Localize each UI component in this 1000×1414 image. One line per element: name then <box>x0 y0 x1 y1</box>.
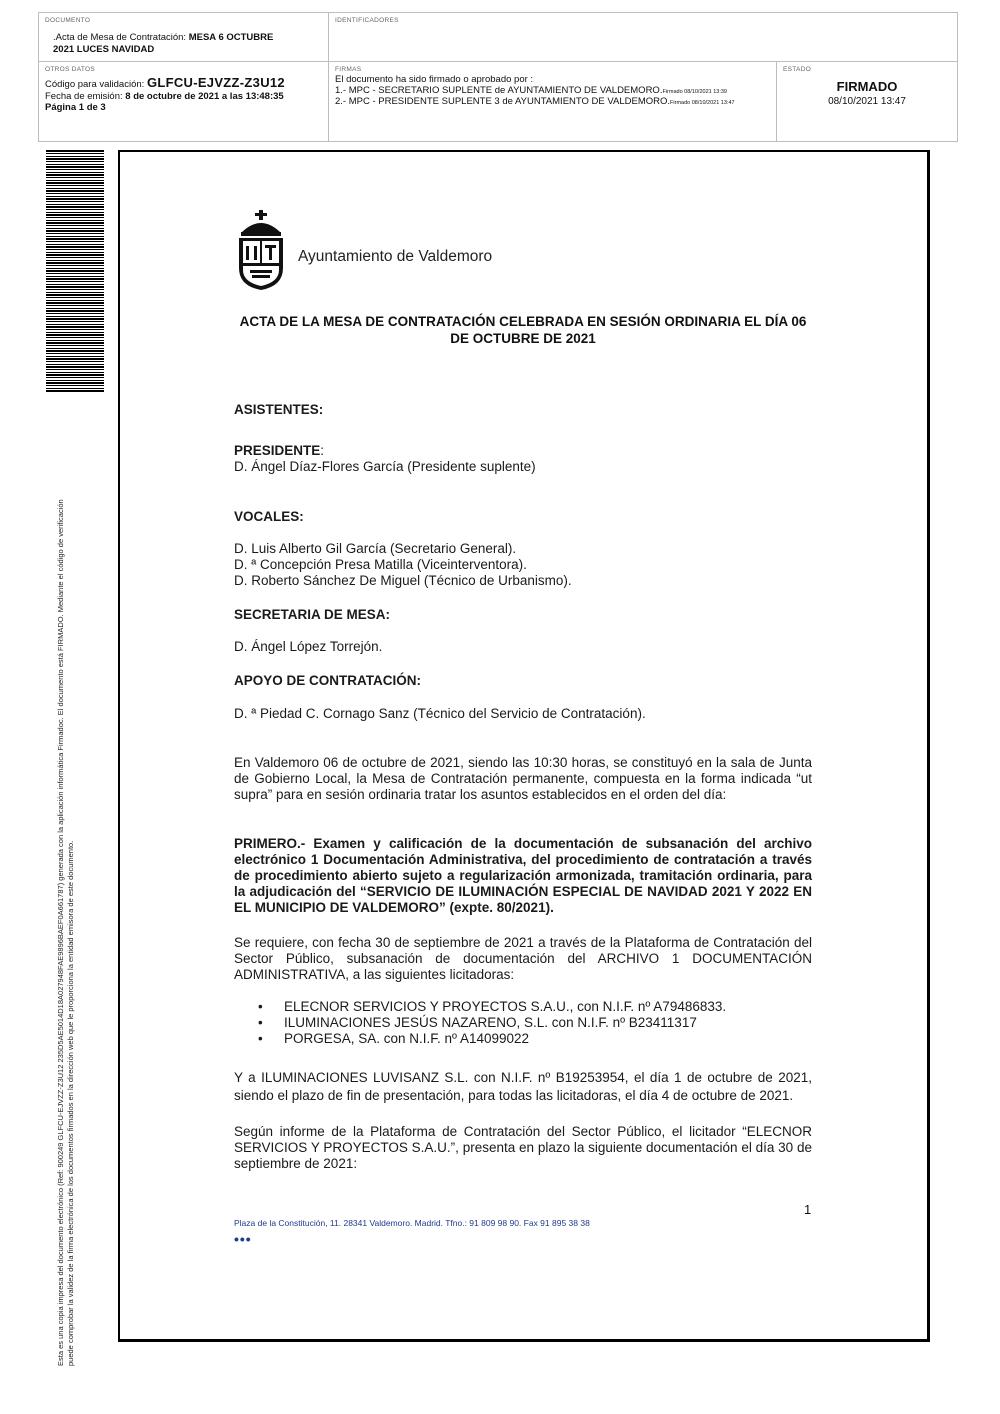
estado-caption: ESTADO <box>783 66 812 73</box>
vocal-item: D. Roberto Sánchez De Miguel (Técnico de Urbanismo). <box>234 573 572 588</box>
validation-code-line <box>45 77 322 91</box>
documento-cell <box>39 13 329 61</box>
presidente-colon: : <box>320 443 325 458</box>
presidente-section <box>234 443 812 475</box>
documento-title <box>45 32 322 55</box>
firma-1-date: Firmado 08/10/2021 13:39 <box>662 88 727 95</box>
side-text-line-1: Esta es una copia impresa del documento electrónico (Ref: 900249 GLFCU-EJVZZ-Z3U12 235D5AE5014D18A027948FAE9896BAEF0A661787) generada con la aplicación informática Firmadoc. El documento está FIRMADO. Mediante el código de verificación <box>56 499 65 1366</box>
title-line-1: ACTA DE LA MESA DE CONTRATACIÓN CELEBRADA EN SESIÓN ORDINARIA EL DÍA 06 <box>239 314 807 329</box>
document-header-table <box>38 12 958 142</box>
page-number: 1 <box>804 1202 812 1217</box>
firmas-cell <box>329 62 777 141</box>
documento-bold-1: MESA 6 OCTUBRE <box>188 32 274 43</box>
luvisanz-paragraph: Y a ILUMINACIONES LUVISANZ S.L. con N.I.F. nº B19253954, el día 1 de octubre de 2021, siendo el plazo de fin de presentación, para todas las licitadoras, el día 4 de octubre de 2021. <box>234 1070 812 1103</box>
firma-2-date: Firmado 08/10/2021 13:47 <box>670 100 735 106</box>
emission-date: 8 de octubre de 2021 a las 13:48:35 <box>125 90 284 102</box>
estado-value: FIRMADO <box>836 79 898 94</box>
secretaria-name: D. Ángel López Torrejón. <box>234 639 383 654</box>
firma-2-text: 2.- MPC - PRESIDENTE SUPLENTE 3 de AYUNTAMIENTO DE VALDEMORO. <box>335 96 671 107</box>
side-text-line-2: puede comprobar la validez de la firma electrónica de los documentos firmados en la dirección web que le proporciona la entidad emisora de este documento. <box>66 840 75 1366</box>
firma-1-text: 1.- MPC - SECRETARIO SUPLENTE de AYUNTAMIENTO DE VALDEMORO. <box>335 84 663 96</box>
validation-code-label: Código para validación: <box>45 79 147 90</box>
validation-code: GLFCU-EJVZZ-Z3U12 <box>146 75 285 90</box>
otros-datos-cell <box>39 62 329 141</box>
page-count: Página 1 de 3 <box>45 102 106 113</box>
primero-paragraph: PRIMERO.- Examen y calificación de la documentación de subsanación del archivo electrónico 1 Documentación Administrativa, del procedimiento de contratación a través de procedimiento abierto sujeto a regularización armonizada, tramitación ordinaria, para la adjudicación del “SERVICIO DE ILUMINACIÓN ESPECIAL DE NAVIDAD 2021 Y 2022 EN EL MUNICIPIO DE VALDEMORO” (expte. 80/2021). <box>234 836 812 915</box>
list-item: • ELECNOR SERVICIOS Y PROYECTOS S.A.U., con N.I.F. nº A79486833. <box>258 999 812 1015</box>
apoyo-name: D. ª Piedad C. Cornago Sanz (Técnico del Servicio de Contratación). <box>234 706 646 721</box>
logo-text: Ayuntamiento de Valdemoro <box>298 248 493 265</box>
segun-paragraph: Según informe de la Plataforma de Contratación del Sector Público, el licitador “ELECNOR SERVICIOS Y PROYECTOS S.A.U.”, presenta en plazo la siguiente documentación el día 30 de septiembre de 2021: <box>234 1124 812 1171</box>
intro-paragraph: En Valdemoro 06 de octubre de 2021, siendo las 10:30 horas, se constituyó en la sala de Junta de Gobierno Local, la Mesa de Contratación permanente, compuesta en la forma indicada “ut supra” para en sesión ordinaria tratar los asuntos establecidos en el orden del día: <box>234 755 812 802</box>
apoyo-heading: APOYO DE CONTRATACIÓN: <box>234 673 421 688</box>
firmas-caption: FIRMAS <box>335 66 362 73</box>
estado-date: 08/10/2021 13:47 <box>828 96 906 107</box>
footer-dots: ••• <box>234 1231 252 1247</box>
title-line-2: DE OCTUBRE DE 2021 <box>450 331 596 346</box>
vocales-list <box>234 541 812 589</box>
firmas-intro: El documento ha sido firmado o aprobado por : <box>335 74 534 85</box>
list-item: • PORGESA, SA. con N.I.F. nº A14099022 <box>258 1031 812 1047</box>
valdemoro-coat-of-arms-logo <box>234 210 288 290</box>
documento-caption: DOCUMENTO <box>45 17 91 24</box>
otros-datos-caption: OTROS DATOS <box>45 66 96 73</box>
requiere-paragraph: Se requiere, con fecha 30 de septiembre de 2021 a través de la Plataforma de Contratación del Sector Público, subsanación de documentación del ARCHIVO 1 DOCUMENTACIÓN ADMINISTRATIVA, a las siguientes licitadoras: <box>234 935 812 982</box>
secretaria-heading: SECRETARIA DE MESA: <box>234 607 391 622</box>
vocal-item: D. Luis Alberto Gil García (Secretario General). <box>234 541 517 556</box>
licitadoras-list <box>234 999 812 1047</box>
presidente-heading: PRESIDENTE <box>234 443 321 458</box>
asistentes-heading: ASISTENTES: <box>234 402 324 417</box>
identificadores-cell <box>329 13 957 61</box>
estado-cell <box>777 62 957 141</box>
page-title <box>234 313 812 347</box>
documento-bold-2: 2021 LUCES NAVIDAD <box>53 43 155 55</box>
verification-barcode <box>46 150 104 392</box>
list-item: • ILUMINACIONES JESÚS NAZARENO, S.L. con N.I.F. nº B23411317 <box>258 1015 812 1031</box>
firma-2 <box>335 97 770 109</box>
footer-address: Plaza de la Constitución, 11. 28341 Valdemoro. Madrid. Tfno.: 91 809 98 90. Fax 91 895 38 38 <box>234 1218 590 1228</box>
documento-prefix: .Acta de Mesa de Contratación: <box>53 32 189 43</box>
verification-side-text <box>56 396 76 1366</box>
vocal-item: D. ª Concepción Presa Matilla (Viceinterventora). <box>234 557 527 572</box>
vocales-heading: VOCALES: <box>234 509 304 524</box>
identificadores-caption: IDENTIFICADORES <box>335 17 399 24</box>
emission-date-label: Fecha de emisión: <box>45 90 126 102</box>
emission-date-line <box>45 91 322 103</box>
presidente-name: D. Ángel Díaz-Flores García (Presidente suplente) <box>234 459 536 474</box>
